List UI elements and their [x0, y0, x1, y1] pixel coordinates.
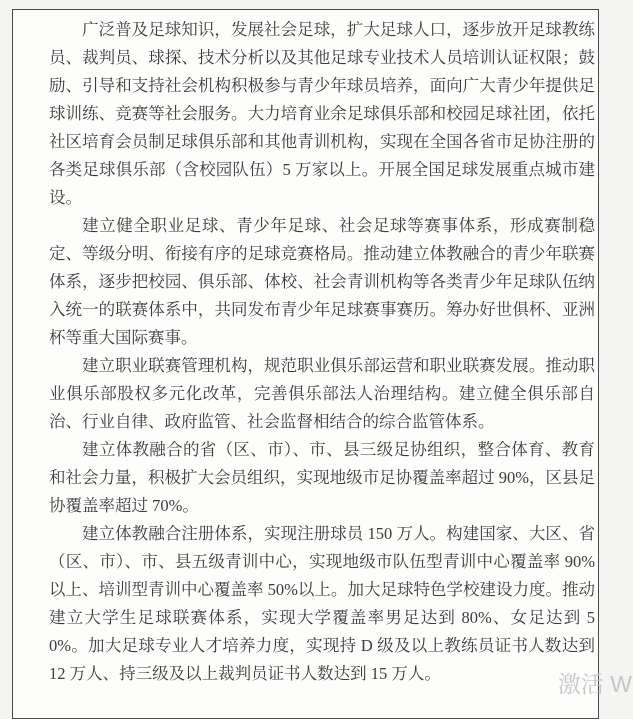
- activate-windows-watermark: 激活 W: [557, 671, 632, 697]
- paragraph-football-association-coverage: 建立体教融合的省（区、市）、市、县三级足协组织，整合体育、教育和社会力量，积极扩大会员组织，实现地级市足协覆盖率超过 90%，区县足协覆盖率超过 70%。: [49, 440, 595, 515]
- paragraph-registration-and-talent: 建立体教融合注册体系，实现注册球员 150 万人。构建国家、大区、省（区、市）、市、县五级青训中心，实现地级市队伍型青训中心覆盖率 90%以上、培训型青训中心覆盖率 50%以上。加大足球特色学校建设力度。推动建立大学生足球联赛体系，实现大学覆盖率男足达到 80%、女足达到 50%。加大足球专业人才培养力度，实现持 D 级及以上教练员证书人数达到 12 万人、持三级及以上裁判员证书人数达到 15 万人。: [49, 524, 595, 683]
- paragraph-social-football: 广泛普及足球知识，发展社会足球，扩大足球人口，逐步放开足球教练员、裁判员、球探、技术分析以及其他足球专业技术人员培训认证权限；鼓励、引导和支持社会机构积极参与青少年球员培养，面向广大青少年提供足球训练、竞赛等社会服务。大力培育业余足球俱乐部和校园足球社团，依托社区培育会员制足球俱乐部和其他青训机构，实现在全国各省市足协注册的各类足球俱乐部（含校园队伍）5 万家以上。开展全国足球发展重点城市建设。: [49, 20, 595, 207]
- paragraph-pro-league-governance: 建立职业联赛管理机构，规范职业俱乐部运营和职业联赛发展。推动职业俱乐部股权多元化改革，完善俱乐部法人治理结构。建立健全俱乐部自治、行业自律、政府监管、社会监督相结合的综合监管体系。: [49, 356, 595, 431]
- paragraph-competition-system: 建立健全职业足球、青少年足球、社会足球等赛事体系，形成赛制稳定、等级分明、衔接有序的足球竞赛格局。推动建立体教融合的青少年联赛体系，逐步把校园、俱乐部、体校、社会青训机构等各类青少年足球队伍纳入统一的联赛体系中，共同发布青少年足球赛事赛历。筹办好世俱杯、亚洲杯等重大国际赛事。: [49, 216, 595, 347]
- document-page: [12, 9, 599, 719]
